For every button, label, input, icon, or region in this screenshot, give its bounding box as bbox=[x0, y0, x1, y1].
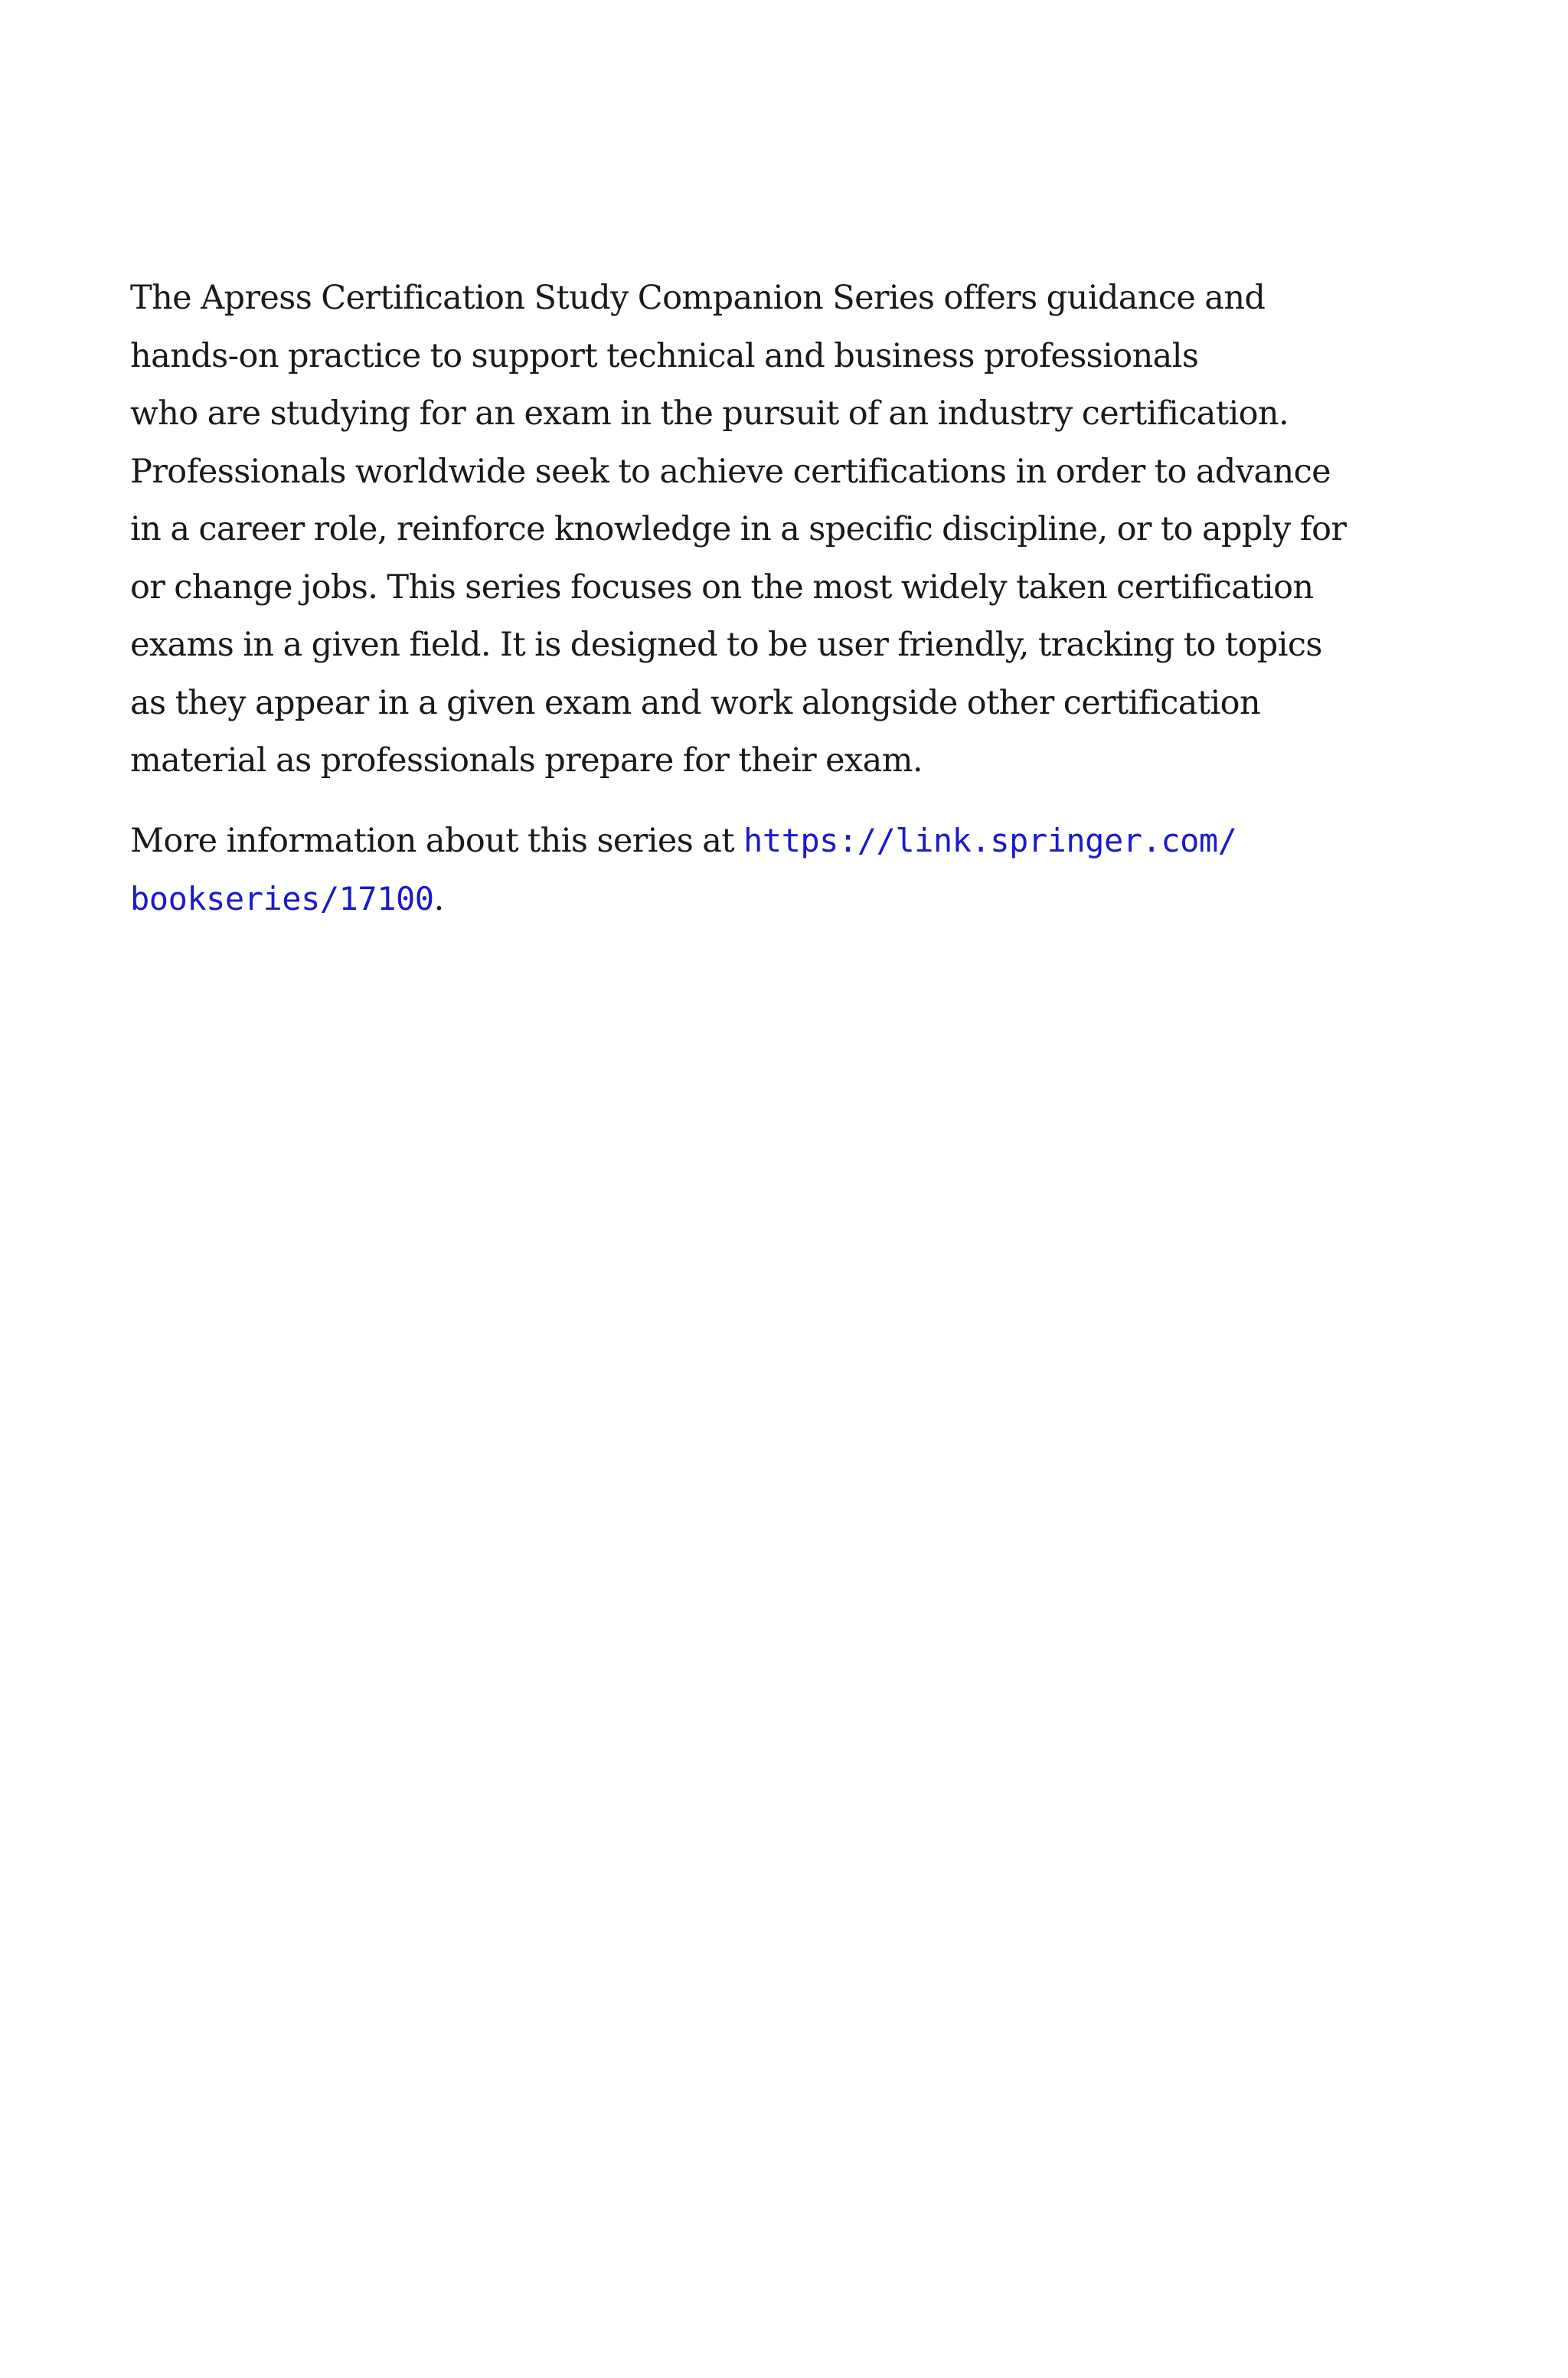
description-line-4: Professionals worldwide seek to achieve certifications in order to advance bbox=[130, 452, 1331, 491]
description-line-2: hands-on practice to support technical and business professionals bbox=[130, 336, 1199, 375]
more-info-line-2 bbox=[130, 870, 1401, 929]
description-line-9: material as professionals prepare for their exam. bbox=[130, 741, 923, 780]
description-line-7: exams in a given field. It is designed to be user friendly, tracking to topics bbox=[130, 626, 1322, 664]
series-description bbox=[130, 270, 1401, 929]
description-line-6: or change jobs. This series focuses on the most widely taken certification bbox=[130, 568, 1314, 607]
description-line-5: in a career role, reinforce knowledge in a specific discipline, or to apply for bbox=[130, 510, 1347, 548]
more-info-line-1 bbox=[130, 812, 1401, 871]
series-link-part-2[interactable]: bookseries/17100 bbox=[130, 880, 434, 918]
description-line-1: The Apress Certification Study Companion Series offers guidance and bbox=[130, 279, 1266, 317]
series-link-part-1[interactable]: https://link.springer.com/ bbox=[743, 821, 1237, 859]
more-info-suffix: . bbox=[433, 880, 444, 918]
paragraph-gap bbox=[130, 790, 1401, 812]
description-line-3: who are studying for an exam in the pursuit of an industry certification. bbox=[130, 394, 1289, 433]
description-line-8: as they appear in a given exam and work alongside other certification bbox=[130, 683, 1261, 722]
more-info-prefix: More information about this series at bbox=[130, 821, 744, 860]
